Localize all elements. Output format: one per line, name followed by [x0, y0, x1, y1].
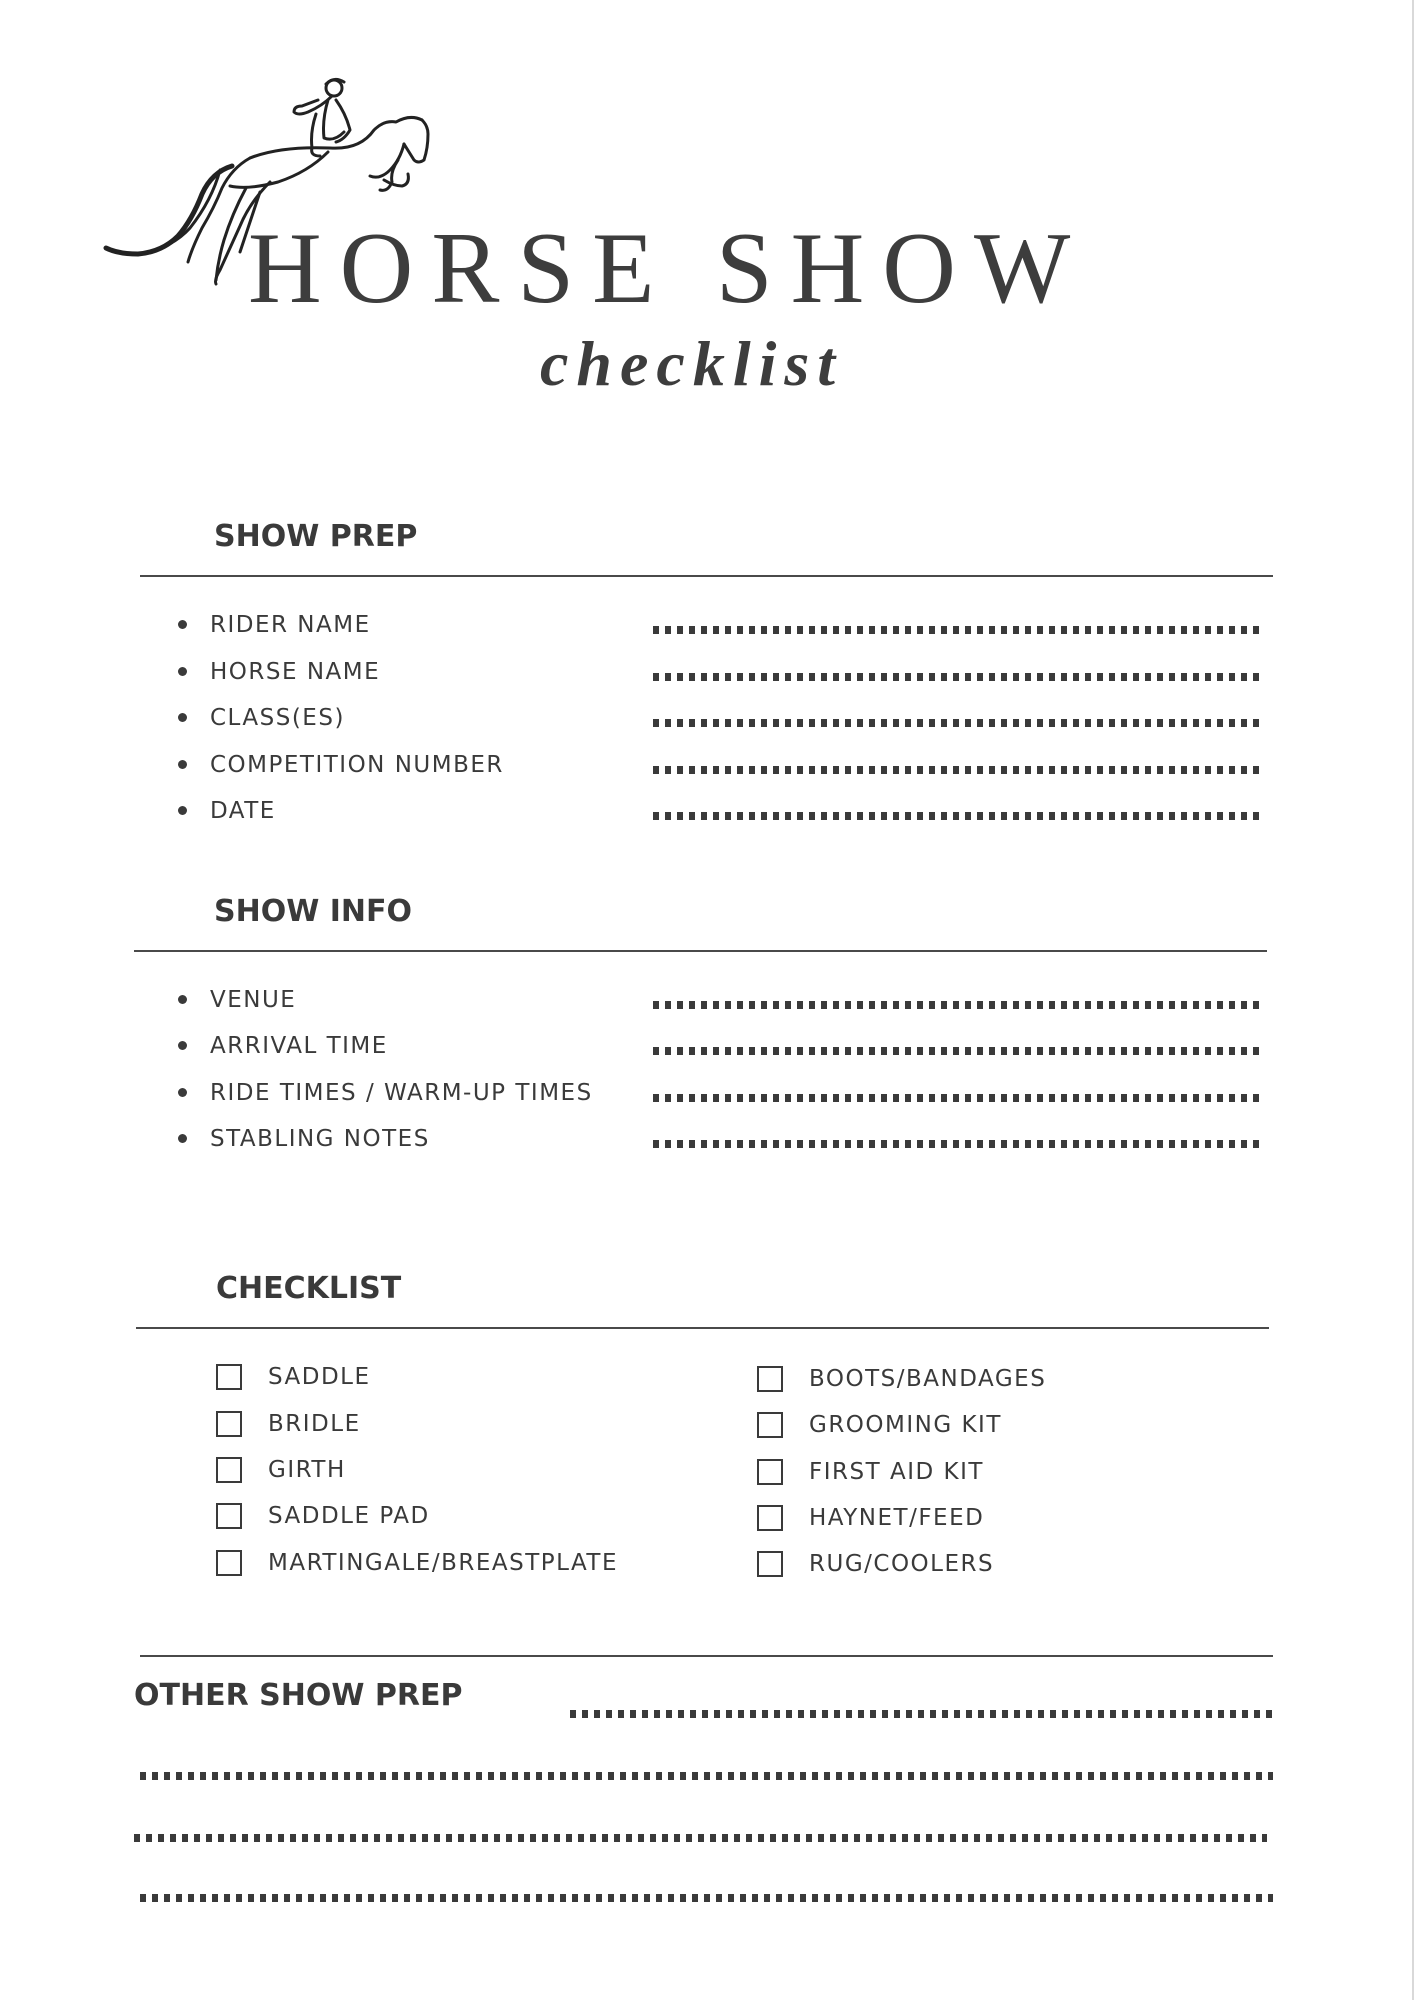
field-label: DATE — [210, 798, 276, 824]
field-label: CLASS(ES) — [210, 705, 345, 731]
other-write-in-line-3[interactable] — [134, 1834, 1267, 1842]
field-row-arrival-time — [178, 1029, 1268, 1063]
show-prep-title: SHOW PREP — [214, 519, 418, 554]
field-row-date — [178, 794, 1268, 828]
field-label: ARRIVAL TIME — [210, 1033, 388, 1059]
checkbox[interactable] — [757, 1412, 783, 1438]
write-in-line[interactable] — [653, 1001, 1265, 1009]
check-item-grooming-kit[interactable] — [757, 1410, 1277, 1444]
page-title: HORSE SHOW — [248, 212, 1089, 325]
checkbox[interactable] — [757, 1505, 783, 1531]
check-label: HAYNET/FEED — [809, 1505, 985, 1531]
check-item-bridle[interactable] — [216, 1409, 736, 1443]
bullet-icon — [178, 806, 187, 815]
checkbox[interactable] — [216, 1457, 242, 1483]
checklist-title: CHECKLIST — [216, 1271, 402, 1306]
write-in-line[interactable] — [653, 1094, 1265, 1102]
other-write-in-line-1[interactable] — [570, 1710, 1273, 1718]
check-label: BRIDLE — [268, 1411, 361, 1437]
bullet-icon — [178, 1088, 187, 1097]
check-label: SADDLE PAD — [268, 1503, 430, 1529]
page-subtitle: checklist — [540, 328, 844, 399]
field-row-competition-number — [178, 748, 1268, 782]
write-in-line[interactable] — [653, 812, 1265, 820]
checklist-divider — [136, 1327, 1269, 1329]
checkbox[interactable] — [216, 1364, 242, 1390]
other-divider — [140, 1655, 1273, 1657]
field-label: RIDER NAME — [210, 612, 371, 638]
check-label: SADDLE — [268, 1364, 371, 1390]
field-row-stabling-notes — [178, 1122, 1268, 1156]
write-in-line[interactable] — [653, 719, 1265, 727]
check-item-rug-coolers[interactable] — [757, 1549, 1277, 1583]
write-in-line[interactable] — [653, 626, 1265, 634]
bullet-icon — [178, 760, 187, 769]
bullet-icon — [178, 667, 187, 676]
show-info-divider — [134, 950, 1267, 952]
checkbox[interactable] — [216, 1503, 242, 1529]
check-item-boots-bandages[interactable] — [757, 1364, 1277, 1398]
check-item-martingale[interactable] — [216, 1548, 736, 1582]
check-label: RUG/COOLERS — [809, 1551, 995, 1577]
checkbox[interactable] — [757, 1366, 783, 1392]
check-label: FIRST AID KIT — [809, 1459, 984, 1485]
field-label: COMPETITION NUMBER — [210, 752, 504, 778]
page-edge — [1412, 0, 1414, 2000]
field-label: VENUE — [210, 987, 297, 1013]
check-item-haynet-feed[interactable] — [757, 1503, 1277, 1537]
check-label: GIRTH — [268, 1457, 346, 1483]
field-row-venue — [178, 983, 1268, 1017]
field-row-ride-times — [178, 1076, 1268, 1110]
check-item-first-aid-kit[interactable] — [757, 1457, 1277, 1491]
checkbox[interactable] — [216, 1411, 242, 1437]
bullet-icon — [178, 620, 187, 629]
other-write-in-line-4[interactable] — [140, 1894, 1273, 1902]
bullet-icon — [178, 1134, 187, 1143]
field-label: HORSE NAME — [210, 659, 381, 685]
bullet-icon — [178, 713, 187, 722]
field-row-horse-name — [178, 655, 1268, 689]
check-item-saddle-pad[interactable] — [216, 1501, 736, 1535]
write-in-line[interactable] — [653, 673, 1265, 681]
other-show-prep-title: OTHER SHOW PREP — [134, 1678, 463, 1713]
checkbox[interactable] — [216, 1550, 242, 1576]
check-item-saddle[interactable] — [216, 1362, 736, 1396]
show-prep-divider — [140, 575, 1273, 577]
field-row-rider-name — [178, 608, 1268, 642]
show-info-title: SHOW INFO — [214, 894, 413, 929]
check-item-girth[interactable] — [216, 1455, 736, 1489]
other-write-in-line-2[interactable] — [140, 1772, 1273, 1780]
write-in-line[interactable] — [653, 1140, 1265, 1148]
check-label: BOOTS/BANDAGES — [809, 1366, 1047, 1392]
write-in-line[interactable] — [653, 766, 1265, 774]
write-in-line[interactable] — [653, 1047, 1265, 1055]
field-row-classes — [178, 701, 1268, 735]
checkbox[interactable] — [757, 1459, 783, 1485]
field-label: STABLING NOTES — [210, 1126, 430, 1152]
bullet-icon — [178, 1041, 187, 1050]
field-label: RIDE TIMES / WARM-UP TIMES — [210, 1080, 593, 1106]
bullet-icon — [178, 995, 187, 1004]
check-label: MARTINGALE/BREASTPLATE — [268, 1550, 618, 1576]
checkbox[interactable] — [757, 1551, 783, 1577]
check-label: GROOMING KIT — [809, 1412, 1002, 1438]
